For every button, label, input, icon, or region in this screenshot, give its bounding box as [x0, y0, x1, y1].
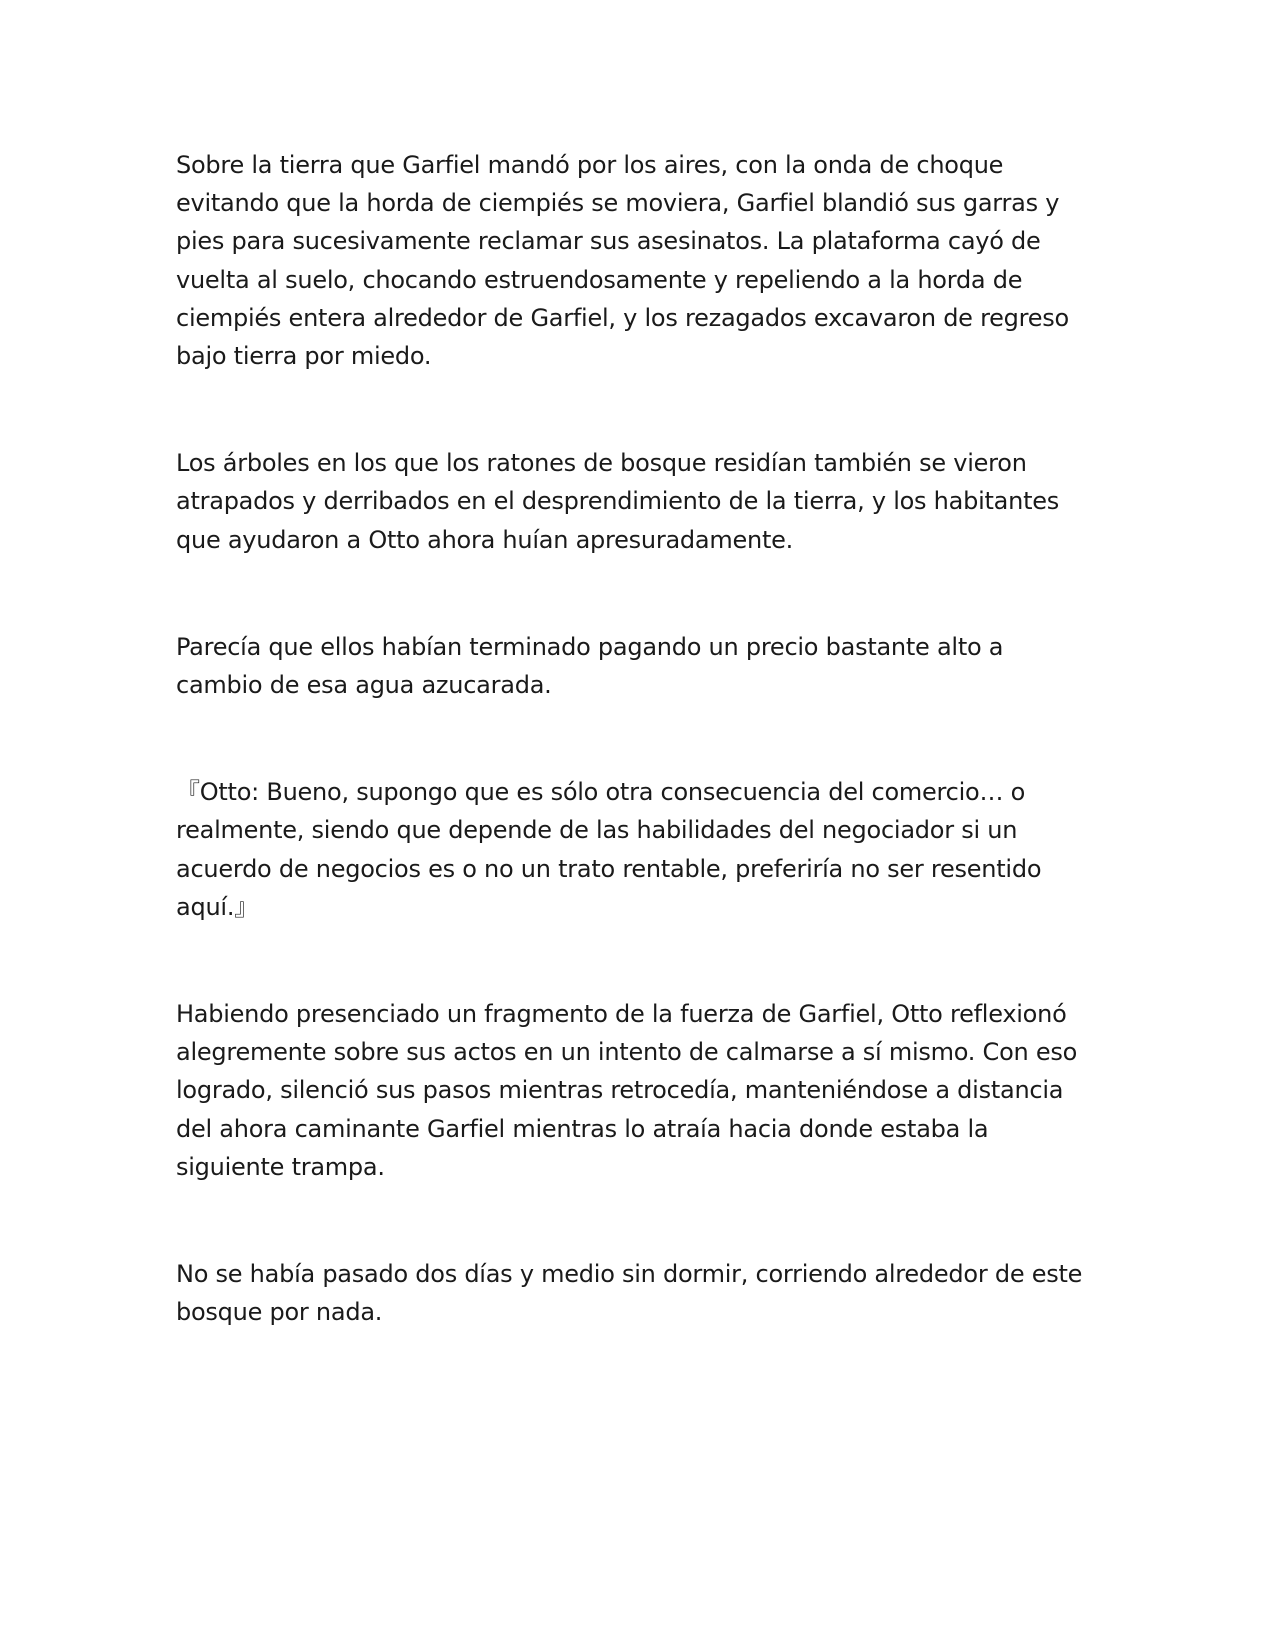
paragraph-3: Parecía que ellos habían terminado pagando un precio bastante alto a cambio de esa agua azucarada. — [176, 632, 1004, 700]
paragraph-4-dialogue: 『Otto: Bueno, supongo que es sólo otra consecuencia del comercio… o realmente, siendo que depende de las habilidades del negociador si un acuerdo de negocios es o no un trato rentable, preferiría no ser resentido aquí.』 — [176, 778, 1042, 921]
paragraph-5: Habiendo presenciado un fragmento de la fuerza de Garfiel, Otto reflexionó alegremente sobre sus actos en un intento de calmarse a sí mismo. Con eso logrado, silenció sus pasos mientras retrocedía, manteniéndose a distancia del ahora caminante Garfiel mientras lo atraía hacia donde estaba la siguiente trampa. — [176, 1000, 1078, 1181]
paragraph-1: Sobre la tierra que Garfiel mandó por los aires, con la onda de choque evitando que la horda de ciempiés se moviera, Garfiel blandió sus garras y pies para sucesivamente reclamar sus asesinatos. La plataforma cayó de vuelta al suelo, chocando estruendosamente y repeliendo a la horda de ciempiés entera alrededor de Garfiel, y los rezagados excavaron de regreso bajo tierra por miedo. — [176, 151, 1069, 371]
paragraph-6: No se había pasado dos días y medio sin dormir, corriendo alrededor de este bosque por nada. — [176, 1260, 1083, 1327]
paragraph-2: Los árboles en los que los ratones de bosque residían también se vieron atrapados y derribados en el desprendimiento de la tierra, y los habitantes que ayudaron a Otto ahora huían apresuradamente. — [176, 449, 1060, 554]
text-body — [176, 146, 1106, 1400]
